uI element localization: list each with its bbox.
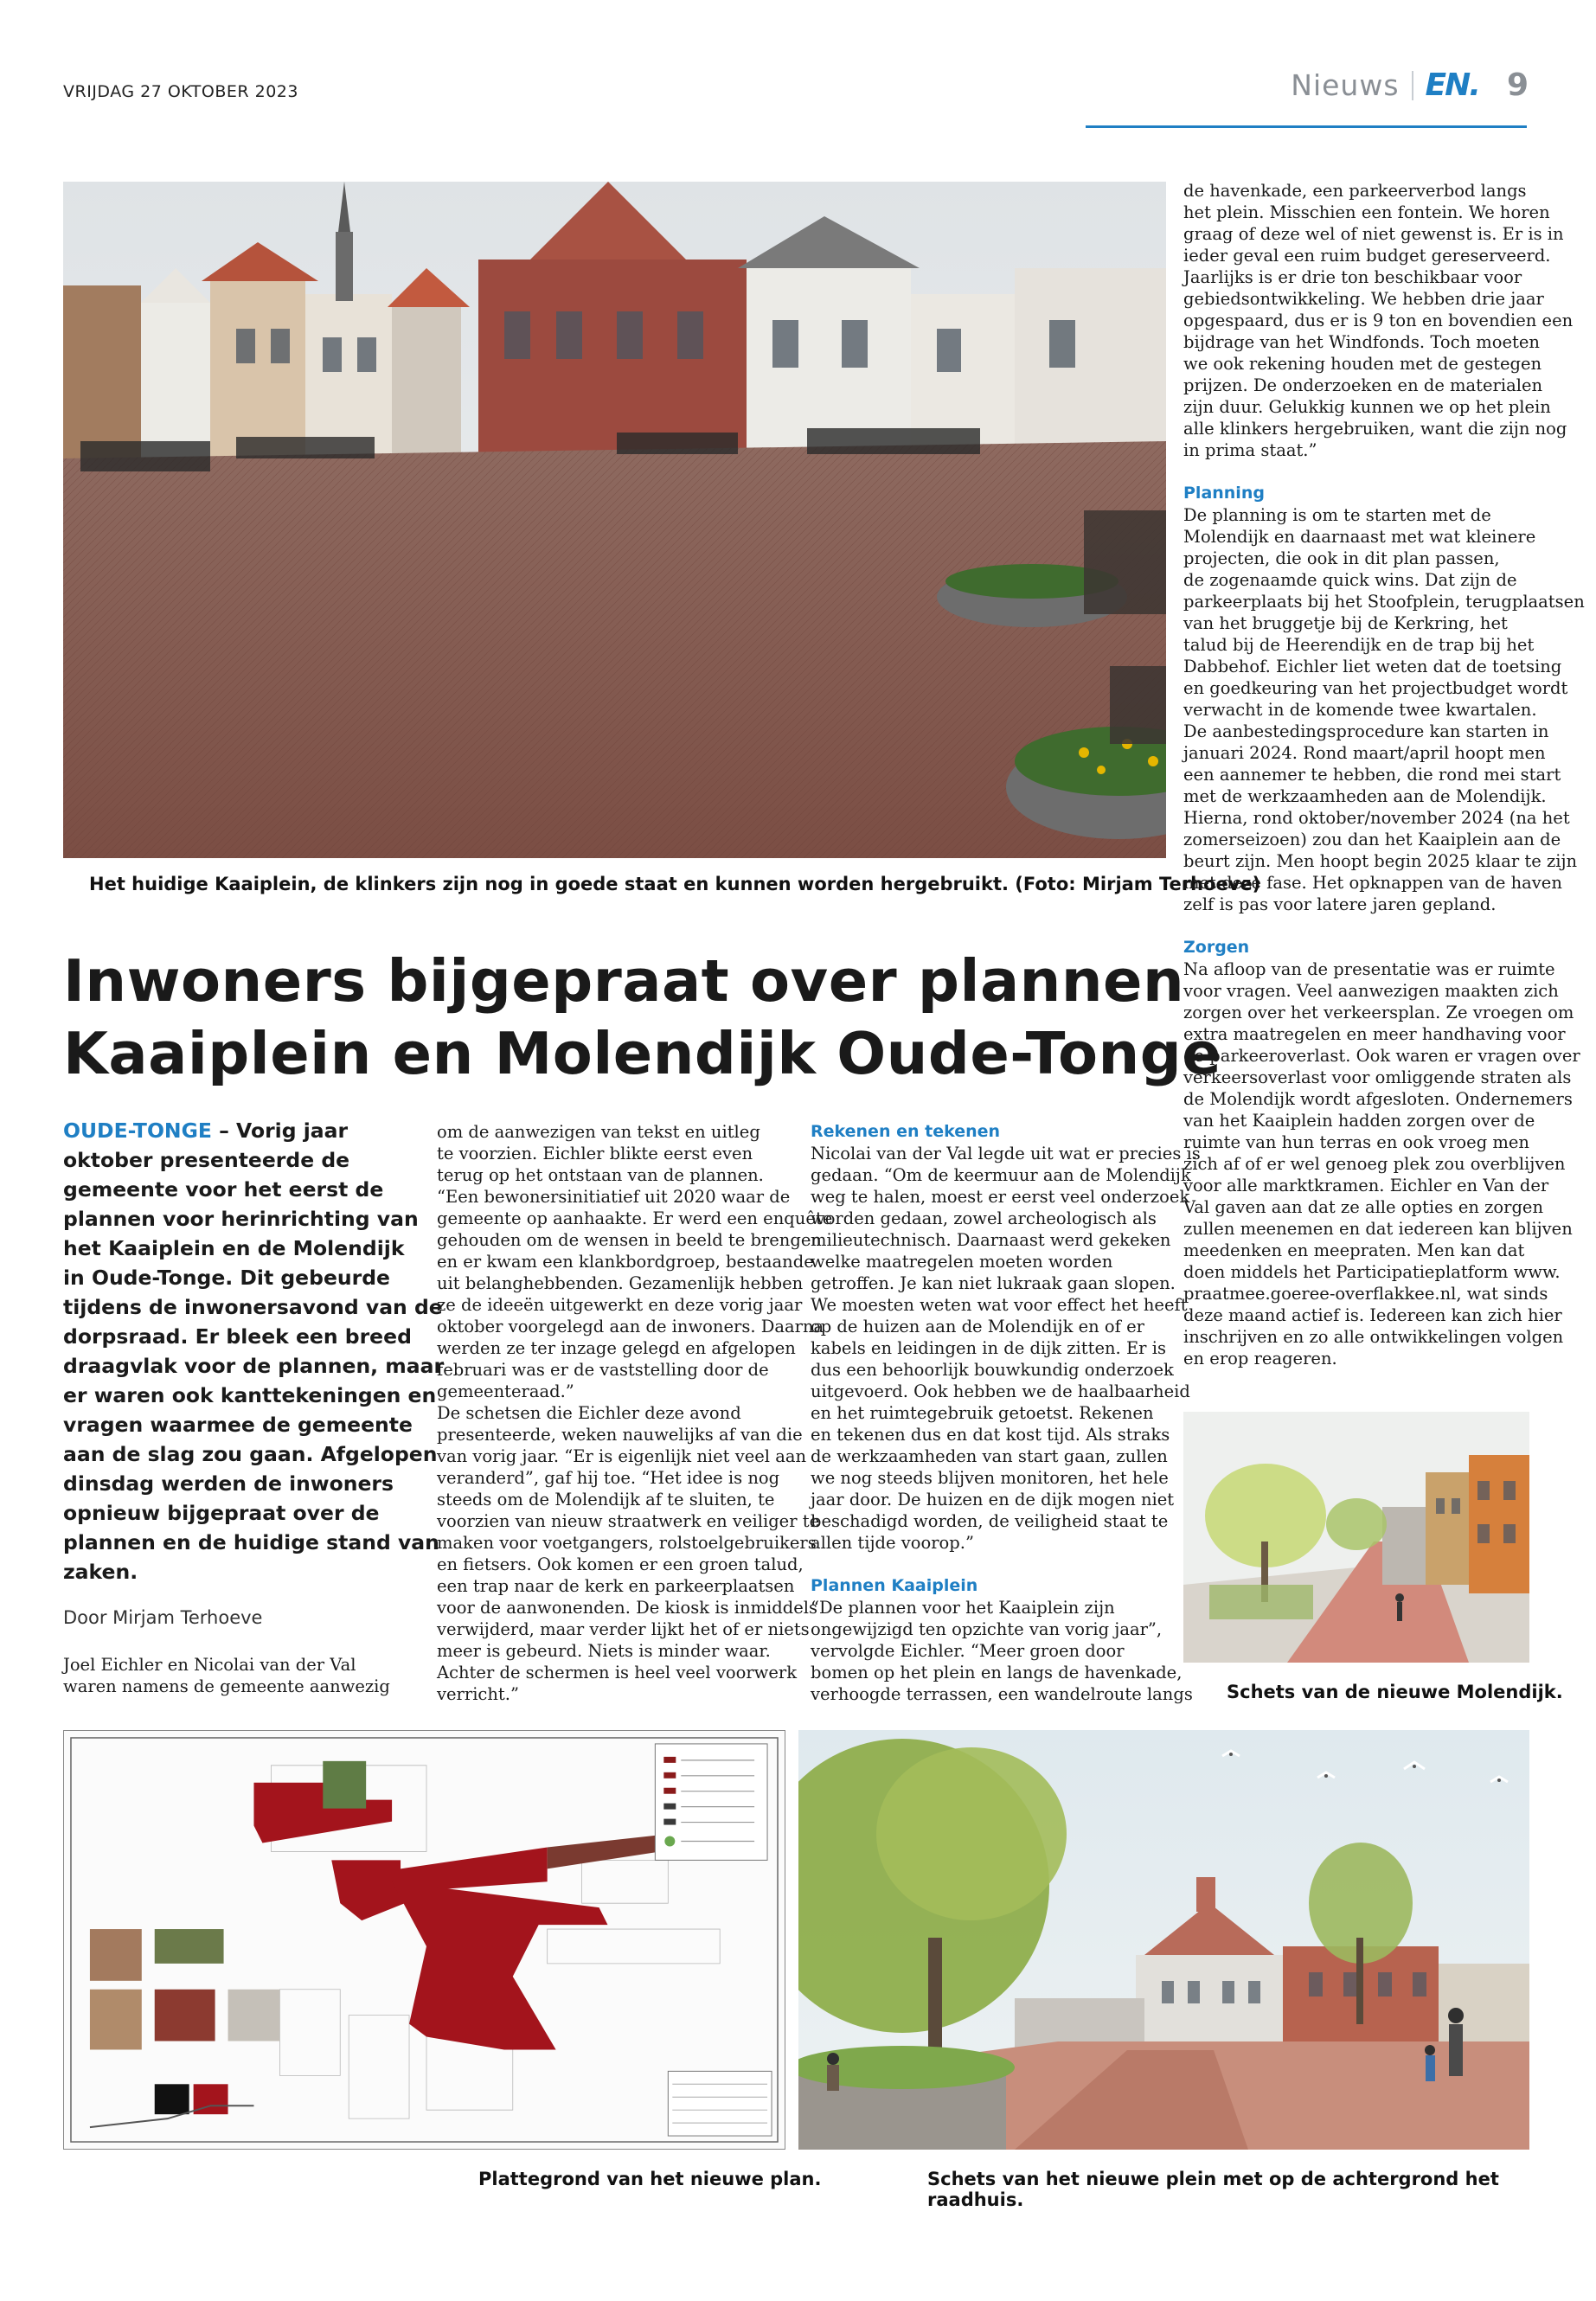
subhead-zorgen: Zorgen: [1183, 938, 1250, 957]
caption-main-photo: Het huidige Kaaiplein, de klinkers zijn nog in goede staat en kunnen worden hergebruikt. (Foto: Mirjam Terhoeve): [89, 874, 1261, 894]
byline: Door Mirjam Terhoeve: [63, 1607, 263, 1628]
page-title: [63, 945, 1222, 1090]
header-rule: [1086, 125, 1527, 128]
section-label: Nieuws: [1291, 68, 1400, 102]
subhead-rekenen: Rekenen en tekenen: [811, 1122, 1001, 1141]
caption-plan: Plattegrond van het nieuwe plan.: [478, 2169, 822, 2189]
caption-plein: Schets van het nieuwe plein met op de achtergrond het raadhuis.: [927, 2169, 1499, 2210]
article-col-4: de havenkade, een parkeerverbod langs het plein. Misschien een fontein. We horen graag of deze wel of niet gewenst is. Er is in ieder geval een ruim budget gereserveerd. Jaarlijks is er drie ton beschikbaar voor gebiedsontwikkeling. We hebben drie jaar opgespaard, dus er is 9 ton en bovendien een bijdrage van het Windfonds. Toch moeten we ook rekening houden met de gestegen prijzen. De onderzoeken en de materialen zijn duur. Gelukkig kunnen we op het plein alle klinkers hergebruiken, want die zijn nog in prima staat.” Planning De planning is om te starten met de Molendijk en daarnaast met wat kleinere projecten, die ook in dit plan passen, de zogenaamde quick wins. Dat zijn de parkeerplaats bij het Stoofplein, terugplaatsen van het bruggetje bij de Kerkring, het talud bij de Heerendijk en de trap bij het Dabbehof. Eichler liet weten dat de toetsing en goedkeuring van het projectbudget wordt verwacht in de komende twee kwartalen. De aanbestedingsprocedure kan starten in januari 2024. Rond maart/april hoopt men een aannemer te hebben, die rond mei start met de werkzaamheden aan de Molendijk. Hierna, rond oktober/november 2024 (na het zomerseizoen) zou dan het Kaaiplein aan de beurt zijn. Men hoopt begin 2025 klaar te zijn met deze fase. Het opknappen van de haven zelf is pas voor latere jaren gepland. Zorgen Na afloop van de presentatie was er ruimte voor vragen. Veel aanwezigen maakten zich zorgen over het verkeersplan. Ze vroegen om extra maatregelen en meer handhaving voor de parkeeroverlast. Ook waren er vragen over verkeersoverlast voor omliggende straten als de Molendijk wordt afgesloten. Ondernemers van het Kaaiplein hadden zorgen over de ruimte van hun terras en ook vroeg men zich af of er wel genoeg plek zou overblijven voor alle marktkramen. Eichler en Van der Val gaven aan dat ze alle opties en zorgen zullen meenemen en dat iedereen kan blijven meedenken en meepraten. Men kan dat doen middels het Participatieplatform www. praatmee.goeree-overflakkee.nl, wat sinds deze maand actief is. Iedereen kan zich hier inschrijven en zo alle ontwikkelingen volgen en erop reageren.: [1183, 181, 1585, 1368]
article-col-1: Joel Eichler en Nicolai van der Val waren namens de gemeente aanwezig: [63, 1655, 390, 1696]
sketch-new-plein: [798, 1730, 1529, 2150]
headline-line-1: Inwoners bijgepraat over plannen: [63, 947, 1185, 1015]
intro-paragraph: OUDE-TONGE – Vorig jaar oktober presenteerde de gemeente voor het eerst de plannen voor herinrichting van het Kaaiplein en de Molendijk in Oude-Tonge. Dit gebeurde tijdens de inwonersavond van de dorpsraad. Er bleek een breed draagvlak voor de plannen, maar er waren ook kanttekeningen en vragen waarmee de gemeente aan de slag zou gaan. Afgelopen dinsdag werden de inwoners opnieuw bijgepraat over de plannen en de huidige stand van zaken.: [63, 1118, 445, 1584]
caption-molendijk: Schets van de nieuwe Molendijk.: [1227, 1682, 1563, 1702]
sketch-molendijk: [1183, 1412, 1529, 1663]
plan-drawing: [63, 1730, 785, 2150]
article-col-2: om de aanwezigen van tekst en uitleg te voorzien. Eichler blikte eerst even terug op het ontstaan van de plannen. “Een bewonersinitiatief uit 2020 waar de gemeente op aanhaakte. Er werd een enquête gehouden om de wensen in beeld te brengen en er kwam een klankbordgroep, bestaande uit belanghebbenden. Gezamenlijk hebben ze de ideeën uitgewerkt en deze vorig jaar oktober voorgelegd aan de inwoners. Daarna werden ze ter inzage gelegd en afgelopen februari was er de vaststelling door de gemeenteraad.” De schetsen die Eichler deze avond presenteerde, weken nauwelijks af van die van vorig jaar. “Er is eigenlijk niet veel aan veranderd”, gaf hij toe. “Het idee is nog steeds om de Molendijk af te sluiten, te voorzien van nieuw straatwerk en veiliger te maken voor voetgangers, rolstoelgebruikers en fietsers. Ook komen er een groen talud, een trap naar de kerk en parkeerplaatsen voor de aanwonenden. De kiosk is inmiddels verwijderd, maar verder lijkt het of er niets meer is gebeurd. Niets is minder waar. Achter de schermen is heel veel voorwerk verricht.”: [437, 1122, 833, 1704]
photo-kaaiplein-current: [63, 182, 1166, 858]
page-header-right: [1291, 67, 1529, 103]
subhead-plannen: Plannen Kaaiplein: [811, 1576, 978, 1595]
dateline: OUDE-TONGE: [63, 1118, 212, 1143]
article-col-3: Rekenen en tekenen Nicolai van der Val legde uit wat er precies is gedaan. “Om de keermuur aan de Molendijk weg te halen, moest er eerst veel onderzoek worden gedaan, zowel archeologisch als milieutechnisch. Daarnaast werd gekeken welke maatregelen moeten worden getroffen. Je kan niet lukraak gaan slopen. We moesten weten wat voor effect het heeft op de huizen aan de Molendijk en of er kabels en leidingen in de dijk zitten. Er is dus een behoorlijk bouwkundig onderzoek uitgevoerd. Ook hebben we de haalbaarheid en het ruimtegebruik getoetst. Rekenen en tekenen dus en dat kost tijd. Als straks de werkzaamheden van start gaan, zullen we nog steeds blijven monitoren, het hele jaar door. De huizen en de dijk mogen niet beschadigd worden, de veiligheid staat te allen tijde voorop.” Plannen Kaaiplein “De plannen voor het Kaaiplein zijn ongewijzigd ten opzichte van vorig jaar”, vervolgde Eichler. “Meer groen door bomen op het plein en langs de havenkade, verhoogde terrassen, een wandelroute langs: [811, 1122, 1201, 1704]
issue-date: VRIJDAG 27 OKTOBER 2023: [63, 82, 298, 101]
header-divider: [1412, 71, 1413, 100]
subhead-planning: Planning: [1183, 484, 1265, 503]
en-logo: EN.: [1425, 67, 1479, 103]
headline-line-2: Kaaiplein en Molendijk Oude-Tonge: [63, 1020, 1222, 1087]
page-number: 9: [1506, 67, 1529, 103]
